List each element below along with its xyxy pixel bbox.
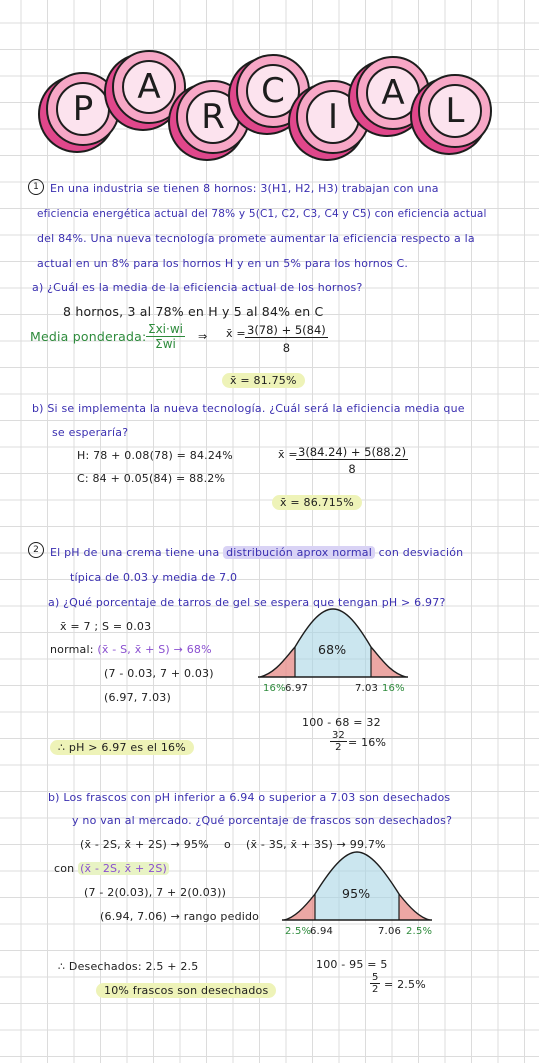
q1-a-formula-num: Σxi·wi bbox=[148, 322, 183, 336]
q2-a-graph-right-val: 7.03 bbox=[355, 683, 379, 694]
q1-b-xbar: x̄ = bbox=[278, 448, 298, 461]
q1-statement-line-1: En una industria se tienen 8 hornos: 3(H1, H2, H3) trabajan con una bbox=[50, 182, 439, 195]
q2-a-interval-res: (6.97, 7.03) bbox=[104, 691, 171, 704]
q2-b-frac-num: 5 bbox=[372, 972, 379, 983]
q1-b-question-line-1: b) Si se implementa la nueva tecnología. ¿Cuál será la eficiencia media que bbox=[32, 402, 465, 415]
q2-b-interval-res: (6.94, 7.06) → rango pedido bbox=[100, 910, 260, 923]
q2-b-graph-left-val: 6.94 bbox=[310, 926, 334, 937]
q1-b-calc-num: 3(84.24) + 5(88.2) bbox=[298, 445, 407, 459]
q1-a-calc-den: 8 bbox=[282, 341, 291, 355]
q2-a-left-tail bbox=[260, 647, 295, 677]
q1-a-question: a) ¿Cuál es la media de la eficiencia actual de los hornos? bbox=[32, 281, 363, 294]
q1-statement-line-2: eficiencia energética actual del 78% y 5(C1, C2, C3, C4 y C5) con eficiencia actual bbox=[37, 208, 487, 220]
q1-b-h-calc: H: 78 + 0.08(78) = 84.24% bbox=[77, 449, 233, 462]
q2-a-conclusion: ∴ pH > 6.97 es el 16% bbox=[50, 740, 194, 755]
q1-statement-line-3: del 84%. Una nueva tecnología promete aumentar la eficiencia respecto a la bbox=[37, 232, 475, 245]
q2-b-or: o bbox=[224, 838, 231, 851]
title-letter-c: C bbox=[236, 54, 310, 128]
q2-b-right-tail bbox=[399, 894, 430, 920]
page-title bbox=[0, 0, 539, 160]
q2-b-rule-2: (x̄ - 3S, x̄ + 3S) → 99.7% bbox=[246, 838, 386, 851]
q2-a-params: x̄ = 7 ; S = 0.03 bbox=[60, 620, 152, 633]
title-letter-r: R bbox=[176, 80, 250, 154]
q2-a-interval-num: (7 - 0.03, 7 + 0.03) bbox=[104, 667, 214, 680]
title-letter-p: P bbox=[46, 72, 120, 146]
q2-b-graph-left-pct: 2.5% bbox=[285, 926, 312, 937]
q1-a-data: 8 hornos, 3 al 78% en H y 5 al 84% en C bbox=[63, 304, 324, 319]
title-letter-l: L bbox=[418, 74, 492, 148]
q2-a-frac bbox=[330, 730, 347, 753]
q2-b-question-line-1: b) Los frascos con pH inferior a 6.94 o superior a 7.03 son desechados bbox=[48, 791, 451, 804]
q1-a-calc-num: 3(78) + 5(84) bbox=[247, 323, 326, 337]
q1-a-xbar: x̄ = bbox=[226, 327, 246, 340]
title-letter-a2: A bbox=[356, 56, 430, 130]
q2-statement-line-2: típica de 0.03 y media de 7.0 bbox=[70, 571, 238, 584]
q2-statement-highlight: distribución aprox normal bbox=[223, 546, 375, 559]
q1-a-calc bbox=[245, 323, 328, 355]
q2-b-interval-num: (7 - 2(0.03), 7 + 2(0.03)) bbox=[84, 886, 227, 899]
q2-b-graph-right-pct: 2.5% bbox=[406, 926, 433, 937]
question-1-number: 1 bbox=[28, 179, 44, 195]
q2-a-normal-interval: (x̄ - S, x̄ + S) → 68% bbox=[97, 643, 212, 656]
q2-statement-pre: El pH de una crema tiene una bbox=[50, 546, 220, 559]
q1-a-result: x̄ = 81.75% bbox=[222, 373, 305, 388]
q2-b-calc: 100 - 95 = 5 bbox=[316, 958, 388, 971]
q2-b-question-line-2: y no van al mercado. ¿Qué porcentaje de frascos son desechados? bbox=[72, 814, 453, 827]
q2-b-left-tail bbox=[284, 894, 315, 920]
q2-a-frac-num: 32 bbox=[332, 730, 345, 741]
q1-statement-line-4: actual en un 8% para los hornos H y en un 5% para los hornos C. bbox=[37, 257, 409, 270]
q2-statement-line-1 bbox=[50, 546, 463, 559]
q1-a-label: Media ponderada: bbox=[30, 329, 147, 344]
q1-b-calc bbox=[296, 445, 408, 476]
q2-b-frac-res: = 2.5% bbox=[384, 978, 426, 991]
q1-a-arrow: ⇒ bbox=[198, 330, 208, 343]
q2-a-normal-line bbox=[50, 643, 212, 656]
title-letter-a: A bbox=[112, 50, 186, 124]
q1-b-c-calc: C: 84 + 0.05(84) = 88.2% bbox=[77, 472, 226, 485]
q2-b-con: con bbox=[54, 862, 75, 875]
q2-b-graph-center: 95% bbox=[342, 886, 371, 901]
q2-a-graph-center: 68% bbox=[318, 642, 347, 657]
title-letter-i: I bbox=[296, 80, 370, 154]
q2-a-graph-left-pct: 16% bbox=[263, 683, 286, 694]
q2-b-rule-1: (x̄ - 2S, x̄ + 2S) → 95% bbox=[80, 838, 209, 851]
q2-b-frac-den: 2 bbox=[372, 984, 379, 995]
q1-b-calc-den: 8 bbox=[348, 462, 356, 476]
q2-statement-post: con desviación bbox=[378, 546, 464, 559]
q2-b-conclusion-1: ∴ Desechados: 2.5 + 2.5 bbox=[58, 960, 199, 973]
question-2-number: 2 bbox=[28, 542, 44, 558]
q2-a-question: a) ¿Qué porcentaje de tarros de gel se espera que tengan pH > 6.97? bbox=[48, 596, 446, 609]
q1-a-formula-den: Σwi bbox=[155, 337, 176, 351]
q2-b-con-line bbox=[54, 862, 169, 875]
q2-a-frac-den: 2 bbox=[335, 742, 342, 753]
q2-a-frac-res: = 16% bbox=[348, 736, 387, 749]
q2-b-conclusion-2: 10% frascos son desechados bbox=[96, 983, 276, 998]
q2-a-graph-right-pct: 16% bbox=[382, 683, 405, 694]
q2-b-frac bbox=[370, 972, 380, 995]
q2-a-right-tail bbox=[371, 647, 406, 677]
q1-b-question-line-2: se esperaría? bbox=[52, 426, 129, 439]
q1-b-result: x̄ = 86.715% bbox=[272, 495, 362, 510]
q2-a-calc: 100 - 68 = 32 bbox=[302, 716, 381, 729]
q1-a-formula bbox=[146, 322, 185, 351]
q2-a-normal-label: normal: bbox=[50, 643, 94, 656]
q2-b-con-interval: (x̄ - 2S, x̄ + 2S) bbox=[80, 862, 167, 875]
q2-b-graph-right-val: 7.06 bbox=[378, 926, 402, 937]
q2-a-graph-left-val: 6.97 bbox=[285, 683, 309, 694]
